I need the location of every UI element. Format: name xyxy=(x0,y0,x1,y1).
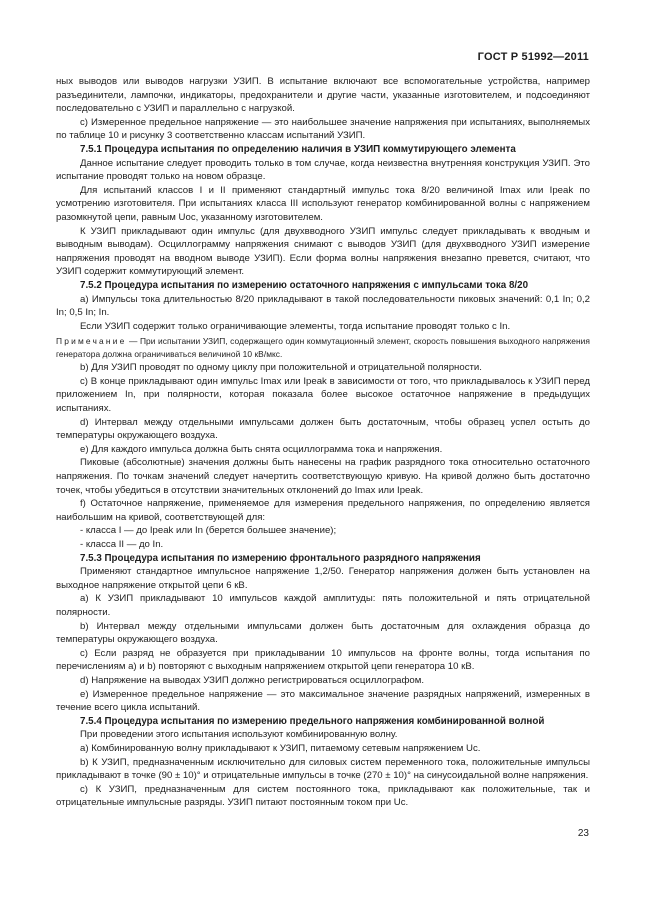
document-body xyxy=(56,75,590,810)
document-id-header: ГОСТ Р 51992—2011 xyxy=(477,51,589,63)
body-paragraph: f) Остаточное напряжение, применяемое для измерения предельного напряжения, по определению является наибольшим на кривой, соответствующей для: xyxy=(56,498,590,523)
body-paragraph: - класса I — до Ipeak или In (берется большее значение); xyxy=(80,525,337,537)
note-lead: Примечание xyxy=(56,336,127,347)
body-paragraph: с) Если разряд не образуется при прикладывании 10 импульсов на фронте волны, тогда испытания по перечислениям а) и b) повторяют с выходным напряжением открытой цепи генератора 10 кВ. xyxy=(56,647,590,673)
body-paragraph: Данное испытание следует проводить только в том случае, когда неизвестна внутренняя конструкция УЗИП. Это испытание проводят только на новом образце. xyxy=(56,157,590,183)
body-paragraph: с) Измеренное предельное напряжение — это наибольшее значение напряжения при испытаниях, выполняемых по таблице 10 и рисунку 3 соответственно классам испытаний УЗИП. xyxy=(56,116,590,142)
note-text: — При испытании УЗИП, содержащего один коммутационный элемент, скорость повышения выходного напряжения генератора должна ограничиваться величиной 10 кВ/мкс. xyxy=(56,336,590,359)
body-paragraph: а) К УЗИП прикладывают 10 импульсов каждой амплитуды: пять положительной и пять отрицательной полярности. xyxy=(56,593,590,618)
body-paragraph: а) Импульсы тока длительностью 8/20 прикладывают в такой последовательности пиковых значений: 0,1 In; 0,2 In; 0,5 In; In. xyxy=(56,293,590,319)
section-heading: 7.5.2 Процедура испытания по измерению остаточного напряжения с импульсами тока 8/20 xyxy=(80,279,529,291)
note-paragraph xyxy=(56,335,590,360)
body-paragraph: Для испытаний классов I и II применяют стандартный импульс тока 8/20 величиной Imax или Ipeak по усмотрению изготовителя. При испытаниях класса III используют генератор комбинированной волны с напряжением разомкнутой цепи, равным Uoc, указанному изготовителем. xyxy=(56,184,590,223)
body-paragraph: е) Измеренное предельное напряжение — это максимальное значение разрядных напряжений, измеренных в течение всего цикла испытаний. xyxy=(56,688,590,714)
section-heading: 7.5.4 Процедура испытания по измерению предельного напряжения комбинированной волной xyxy=(80,715,545,727)
body-paragraph: При проведении этого испытания используют комбинированную волну. xyxy=(80,729,398,741)
body-paragraph: ных выводов или выводов нагрузки УЗИП. В испытание включают все вспомогательные устройства, например разъединители, лампочки, индикаторы, предохранители и другие части, указанные изготовителем, и подсоединяют последовательно с УЗИП и параллельно с нагрузкой. xyxy=(56,76,590,115)
section-heading: 7.5.1 Процедура испытания по определению наличия в УЗИП коммутирующего элемента xyxy=(80,143,516,155)
body-paragraph: а) Комбинированную волну прикладывают к УЗИП, питаемому сетевым напряжением Uc. xyxy=(80,742,481,754)
body-paragraph: К УЗИП прикладывают один импульс (для двухвводного УЗИП импульс следует прикладывать к вводным и выводным выводам). Осциллограмму напряжения снимают с выводов УЗИП (для двухвводного УЗИП измерение напряжения проводят на вводном выводе УЗИП). Если форма волны напряжения внезапно превется, считают, что УЗИП содержит коммутирующий элемент. xyxy=(56,225,590,278)
body-paragraph: Применяют стандартное импульсное напряжение 1,2/50. Генератор напряжения должен быть установлен на выходное напряжение открытой цепи 6 кВ. xyxy=(56,566,590,591)
body-paragraph: d) Интервал между отдельными импульсами должен быть достаточным, чтобы образец успел остыть до температуры окружающего воздуха. xyxy=(56,416,590,442)
body-paragraph: b) К УЗИП, предназначенным исключительно для силовых систем переменного тока, положительные импульсы прикладывают в точке (90 ± 10)° и отрицательные импульсы в точке (270 ± 10)° на синусоидальной волне напряжения. xyxy=(56,756,590,782)
body-paragraph: - класса II — до In. xyxy=(80,539,164,550)
body-paragraph: b) Интервал между отдельными импульсами должен быть достаточным для охлаждения образца до температуры окружающего воздуха. xyxy=(56,620,590,646)
body-paragraph: Если УЗИП содержит только ограничивающие элементы, тогда испытание проводят только с In. xyxy=(80,320,511,332)
body-paragraph: с) К УЗИП, предназначенным для систем постоянного тока, прикладывают как положительные, так и отрицательные импульсные разряды. УЗИП питают постоянным током при Uc. xyxy=(56,783,590,809)
body-paragraph: d) Напряжение на выводах УЗИП должно регистрироваться осциллографом. xyxy=(80,674,424,686)
body-paragraph: с) В конце прикладывают один импульс Imax или Ipeak в зависимости от того, что прикладывалось к УЗИП перед приложением In, при полярности, которая показала более высокое остаточное напряжение в предыдущих испытаниях. xyxy=(56,375,590,415)
page-number: 23 xyxy=(577,828,589,839)
body-paragraph: е) Для каждого импульса должна быть снята осциллограмма тока и напряжения. xyxy=(80,443,443,455)
body-paragraph: b) Для УЗИП проводят по одному циклу при положительной и отрицательной полярности. xyxy=(80,362,482,374)
section-heading: 7.5.3 Процедура испытания по измерению фронтального разрядного напряжения xyxy=(80,552,481,564)
body-paragraph: Пиковые (абсолютные) значения должны быть нанесены на график разрядного тока относительно остаточного напряжения. По точкам значений следует начертить соответствующую кривую. На кривой должно быть достаточно точек, чтобы убедиться в отсутствии значительных отклонений до Imax или Ipeak. xyxy=(56,457,590,496)
